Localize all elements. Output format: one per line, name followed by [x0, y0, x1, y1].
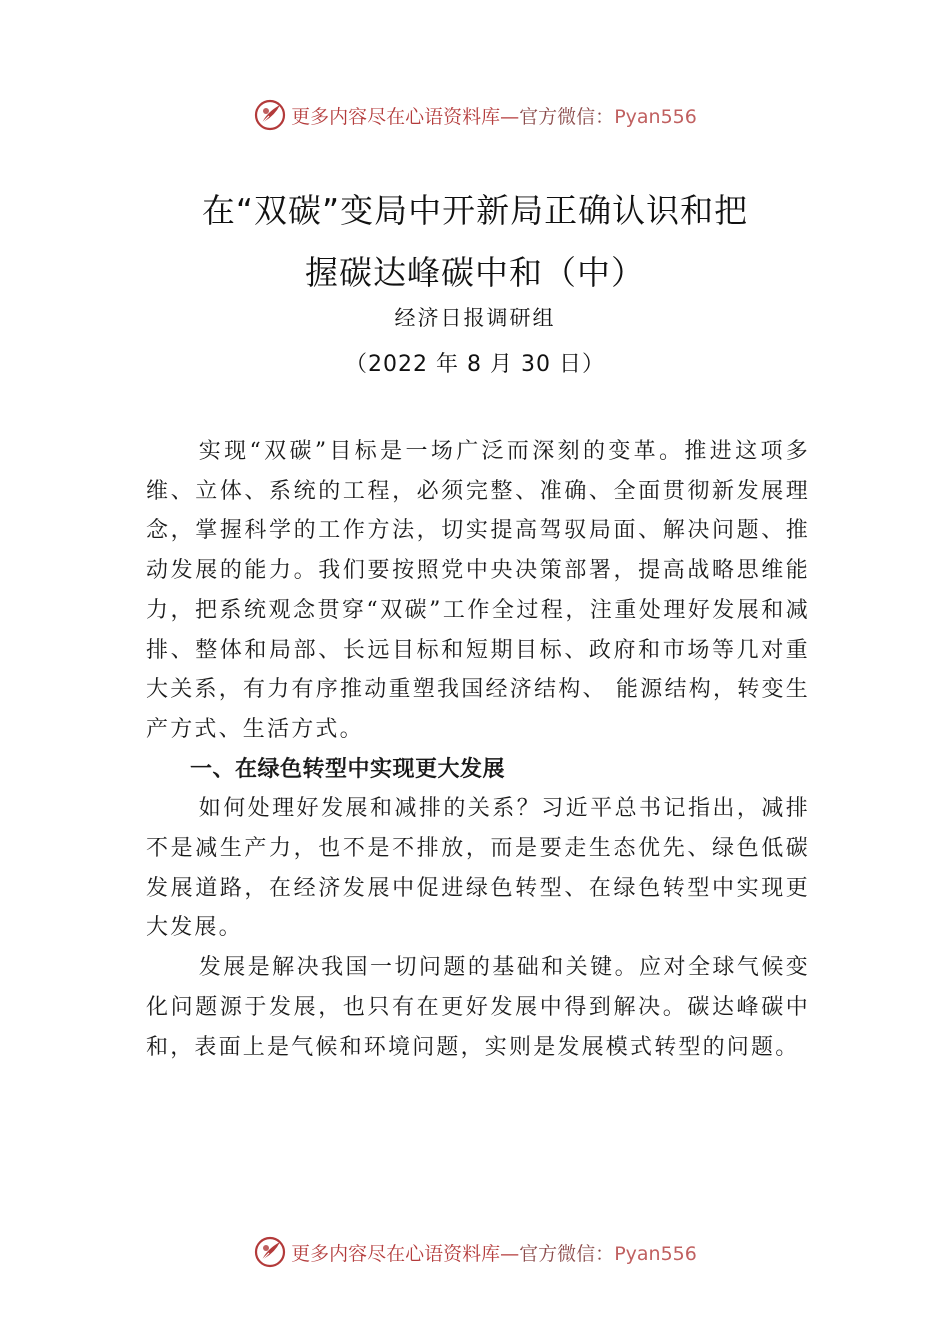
- banner-wechat-id: Pyan556: [614, 1242, 697, 1265]
- footer-banner: [0, 1232, 950, 1272]
- quill-logo-icon: [253, 98, 287, 132]
- article-author: 经济日报调研组: [394, 306, 556, 330]
- title-line-2: 握碳达峰碳中和（中）: [305, 253, 645, 292]
- section-heading: 一、在绿色转型中实现更大发展: [190, 756, 506, 782]
- section-paragraph: 如何处理好发展和减排的关系？习近平总书记指出，减排不是减生产力，也不是不排放，而是要走生态优先、绿色低碳发展道路，在经济发展中促进绿色转型、在绿色转型中实现更大发展。: [146, 796, 810, 941]
- banner-site-name: 更多内容尽在心语资料库: [291, 1242, 501, 1265]
- banner-wechat-id: Pyan556: [614, 105, 697, 128]
- banner-site-name: 更多内容尽在心语资料库: [291, 105, 501, 128]
- quill-logo-icon: [253, 1235, 287, 1269]
- banner-wechat-label: 官方微信：: [519, 1242, 615, 1265]
- header-banner: [0, 95, 950, 135]
- banner-dash: —: [500, 1242, 520, 1265]
- intro-paragraph: 实现“双碳”目标是一场广泛而深刻的变革。推进这项多维、立体、系统的工程，必须完整、准确、全面贯彻新发展理念，掌握科学的工作方法，切实提高驾驭局面、解决问题、推动发展的能力。我们要按照党中央决策部署，提高战略思维能力，把系统观念贯穿“双碳”工作全过程，注重处理好发展和减排、整体和局部、长远目标和短期目标、政府和市场等几对重大关系，有力有序推动重塑我国经济结构、 能源结构，转变生产方式、生活方式。: [146, 439, 810, 742]
- article-title: [130, 180, 820, 304]
- section-paragraph: 发展是解决我国一切问题的基础和关键。应对全球气候变化问题源于发展，也只有在更好发展中得到解决。碳达峰碳中和，表面上是气候和环境问题，实则是发展模式转型的问题。: [146, 955, 810, 1060]
- footer-banner-text: [291, 1239, 697, 1266]
- title-line-1: 在“双碳”变局中开新局正确认识和把: [201, 191, 749, 230]
- header-banner-text: [291, 102, 697, 129]
- banner-wechat-label: 官方微信：: [519, 105, 615, 128]
- banner-dash: —: [500, 105, 520, 128]
- article-date: （2022 年 8 月 30 日）: [345, 352, 605, 377]
- article-body: [146, 432, 810, 1067]
